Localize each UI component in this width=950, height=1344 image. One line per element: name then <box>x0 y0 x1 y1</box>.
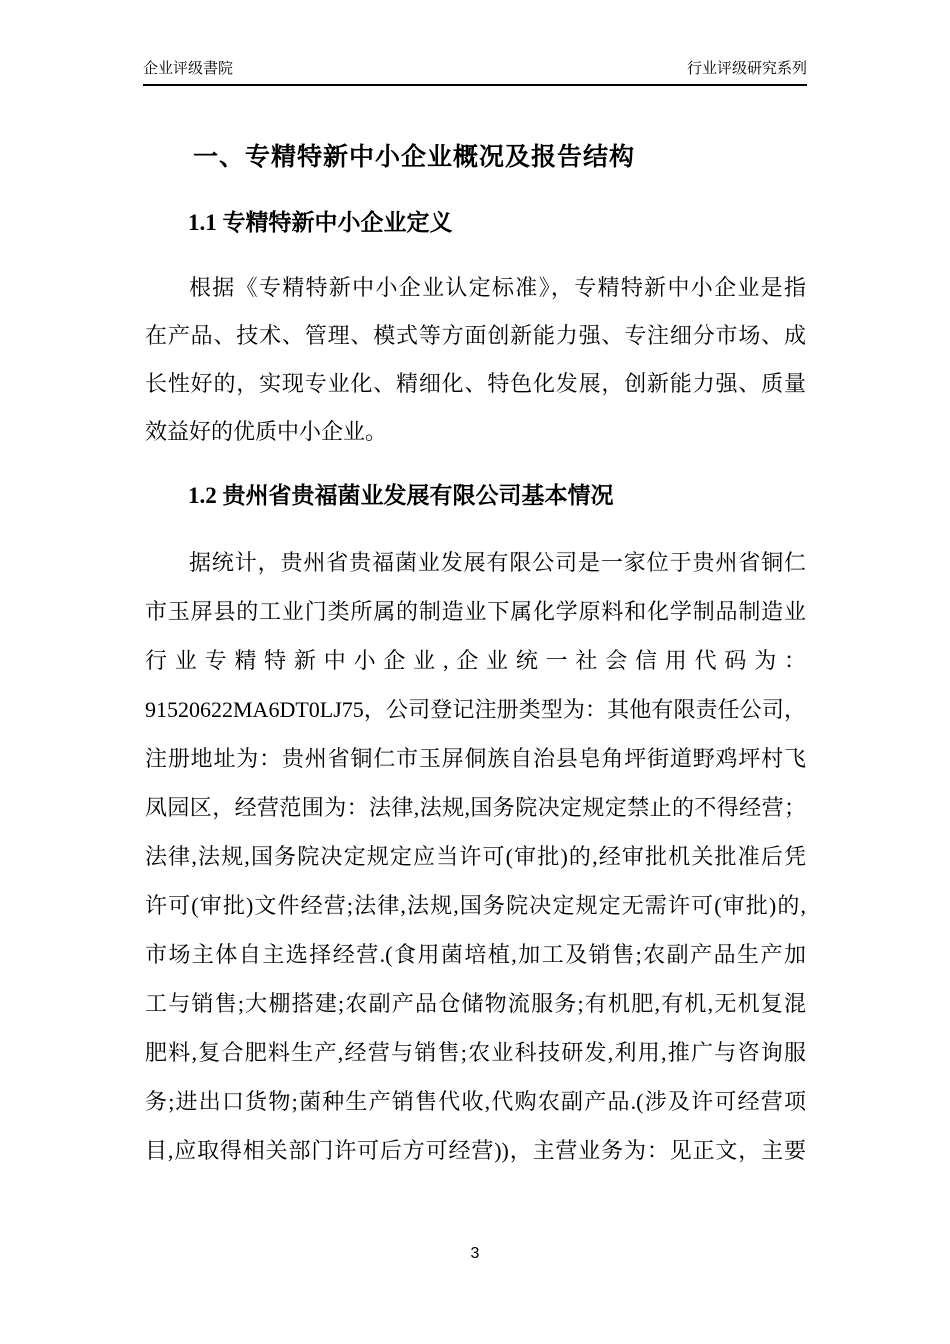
text-line: 法律,法规,国务院决定规定应当许可(审批)的,经审批机关批准后凭 <box>145 844 806 869</box>
header-left-label: 企业评级書院 <box>143 60 234 77</box>
text-line: 据统计，贵州省贵福菌业发展有限公司是一家位于贵州省铜仁 <box>189 550 806 575</box>
header-right-label: 行业评级研究系列 <box>686 60 807 77</box>
text-line: 长性好的，实现专业化、精细化、特色化发展，创新能力强、质量 <box>145 371 806 396</box>
text-line: 许可(审批)文件经营;法律,法规,国务院决定规定无需许可(审批)的, <box>145 893 806 918</box>
text-line: 在产品、技术、管理、模式等方面创新能力强、专注细分市场、成 <box>145 323 806 348</box>
text-line: 凤园区，经营范围为：法律,法规,国务院决定规定禁止的不得经营； <box>145 795 806 820</box>
text-line: 行业专精特新中小企业,企业统一社会信用代码为： <box>145 648 806 673</box>
text-line: 注册地址为：贵州省铜仁市玉屏侗族自治县皂角坪街道野鸡坪村飞 <box>145 746 806 771</box>
section-heading-1-1: 1.1 专精特新中小企业定义 <box>188 210 453 235</box>
text-line: 工与销售;大棚搭建;农副产品仓储物流服务;有机肥,有机,无机复混 <box>145 991 806 1016</box>
text-line: 91520622MA6DT0LJ75，公司登记注册类型为：其他有限责任公司， <box>145 697 806 722</box>
page-header <box>143 59 807 86</box>
text-line: 根据《专精特新中小企业认定标准》，专精特新中小企业是指 <box>189 275 806 300</box>
chapter-title: 一、专精特新中小企业概况及报告结构 <box>193 144 636 171</box>
paragraph-definition <box>145 264 806 456</box>
page-number: 3 <box>470 1245 480 1262</box>
text-line: 效益好的优质中小企业。 <box>145 419 388 444</box>
text-line: 务;进出口货物;菌种生产销售代收,代购农副产品.(涉及许可经营项 <box>145 1089 806 1114</box>
paragraph-company-profile <box>145 538 806 1175</box>
text-line: 市场主体自主选择经营.(食用菌培植,加工及销售;农副产品生产加 <box>145 942 806 967</box>
text-line: 目,应取得相关部门许可后方可经营))，主营业务为：见正文，主要 <box>145 1138 806 1163</box>
section-heading-1-2: 1.2 贵州省贵福菌业发展有限公司基本情况 <box>188 483 614 508</box>
text-line: 肥料,复合肥料生产,经营与销售;农业科技研发,利用,推广与咨询服 <box>145 1040 806 1065</box>
text-line: 市玉屏县的工业门类所属的制造业下属化学原料和化学制品制造业 <box>145 599 806 624</box>
